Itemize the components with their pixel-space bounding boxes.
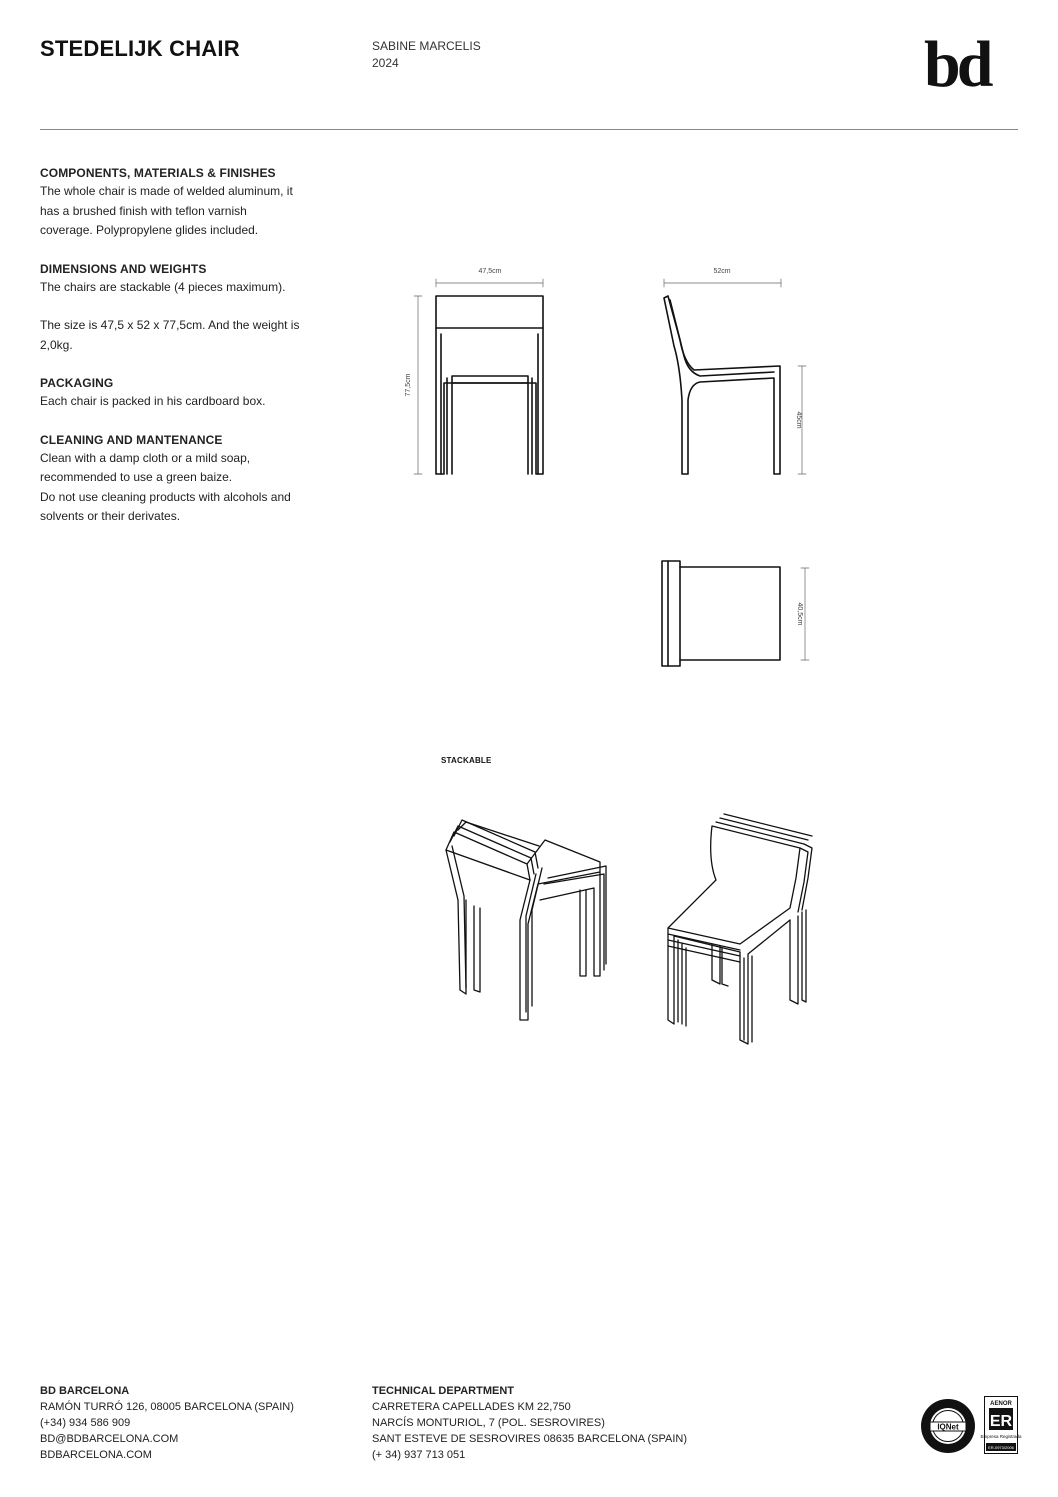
- front-height-label: 77,5cm: [405, 373, 412, 397]
- svg-text:ER: ER: [989, 1413, 1013, 1430]
- iqnet-certification-seal: [920, 1398, 976, 1454]
- technical-address-1: CARRETERA CAPELLADES KM 22,750: [372, 1401, 571, 1413]
- technical-address-3: SANT ESTEVE DE SESROVIRES 08635 BARCELONA (SPAIN): [372, 1433, 688, 1445]
- section-heading: PACKAGING: [40, 376, 114, 390]
- technical-phone: (+ 34) 937 713 051: [372, 1449, 466, 1461]
- section-text: Each chair is packed in his cardboard box.: [40, 394, 266, 408]
- footer-technical-heading: TECHNICAL DEPARTMENT: [372, 1385, 514, 1397]
- company-email[interactable]: BD@BDBARCELONA.COM: [40, 1433, 179, 1445]
- section-text: The whole chair is made of welded aluminum, it has a brushed finish with teflon varnish coverage. Polypropylene glides included.: [40, 184, 293, 237]
- section-text: Do not use cleaning products with alcohols and solvents or their derivates.: [40, 489, 291, 523]
- side-seat-height-label: 45cm: [795, 411, 802, 429]
- stacked-chairs-right-drawing: [668, 814, 812, 1044]
- section-heading: COMPONENTS, MATERIALS & FINISHES: [40, 166, 276, 180]
- svg-text:AENOR: AENOR: [990, 1401, 1012, 1407]
- front-view-drawing: [405, 268, 543, 474]
- front-width-label: 47,5cm: [478, 268, 502, 275]
- footer-company-heading: BD BARCELONA: [40, 1385, 130, 1397]
- company-address: RAMÓN TURRÓ 126, 08005 BARCELONA (SPAIN): [40, 1401, 294, 1413]
- section-heading: CLEANING AND MANTENANCE: [40, 432, 223, 447]
- svg-text:IQNet: IQNet: [937, 1422, 959, 1432]
- company-phone: (+34) 934 586 909: [40, 1417, 131, 1429]
- svg-text:ER-0973/2006: ER-0973/2006: [988, 1445, 1014, 1450]
- section-text: The chairs are stackable (4 pieces maximum).: [40, 279, 286, 294]
- side-view-drawing: [664, 268, 806, 474]
- svg-text:Empresa Registrada: Empresa Registrada: [980, 1434, 1022, 1439]
- side-depth-label: 52cm: [713, 268, 731, 275]
- top-seat-depth-label: 40,5cm: [796, 602, 803, 626]
- section-heading: DIMENSIONS AND WEIGHTS: [40, 261, 207, 276]
- top-view-drawing: [662, 561, 809, 666]
- section-text: Clean with a damp cloth or a mild soap, recommended to use a green baize.: [40, 450, 251, 484]
- design-year: 2024: [372, 56, 399, 70]
- section-text: The size is 47,5 x 52 x 77,5cm. And the weight is 2,0kg.: [40, 318, 300, 352]
- footer-technical: [372, 1383, 772, 1463]
- footer-company: [40, 1383, 360, 1463]
- stacked-chairs-left-drawing: [446, 820, 606, 1020]
- aenor-er-certification-seal: [980, 1396, 1022, 1454]
- company-website[interactable]: BDBARCELONA.COM: [40, 1449, 152, 1461]
- stackable-label: STACKABLE: [441, 756, 492, 765]
- designer-name: SABINE MARCELIS: [372, 39, 481, 53]
- svg-text:bd: bd: [924, 28, 990, 101]
- page-title: STEDELIJK CHAIR: [40, 36, 240, 61]
- technical-address-2: NARCÍS MONTURIOL, 7 (POL. SESROVIRES): [372, 1417, 605, 1429]
